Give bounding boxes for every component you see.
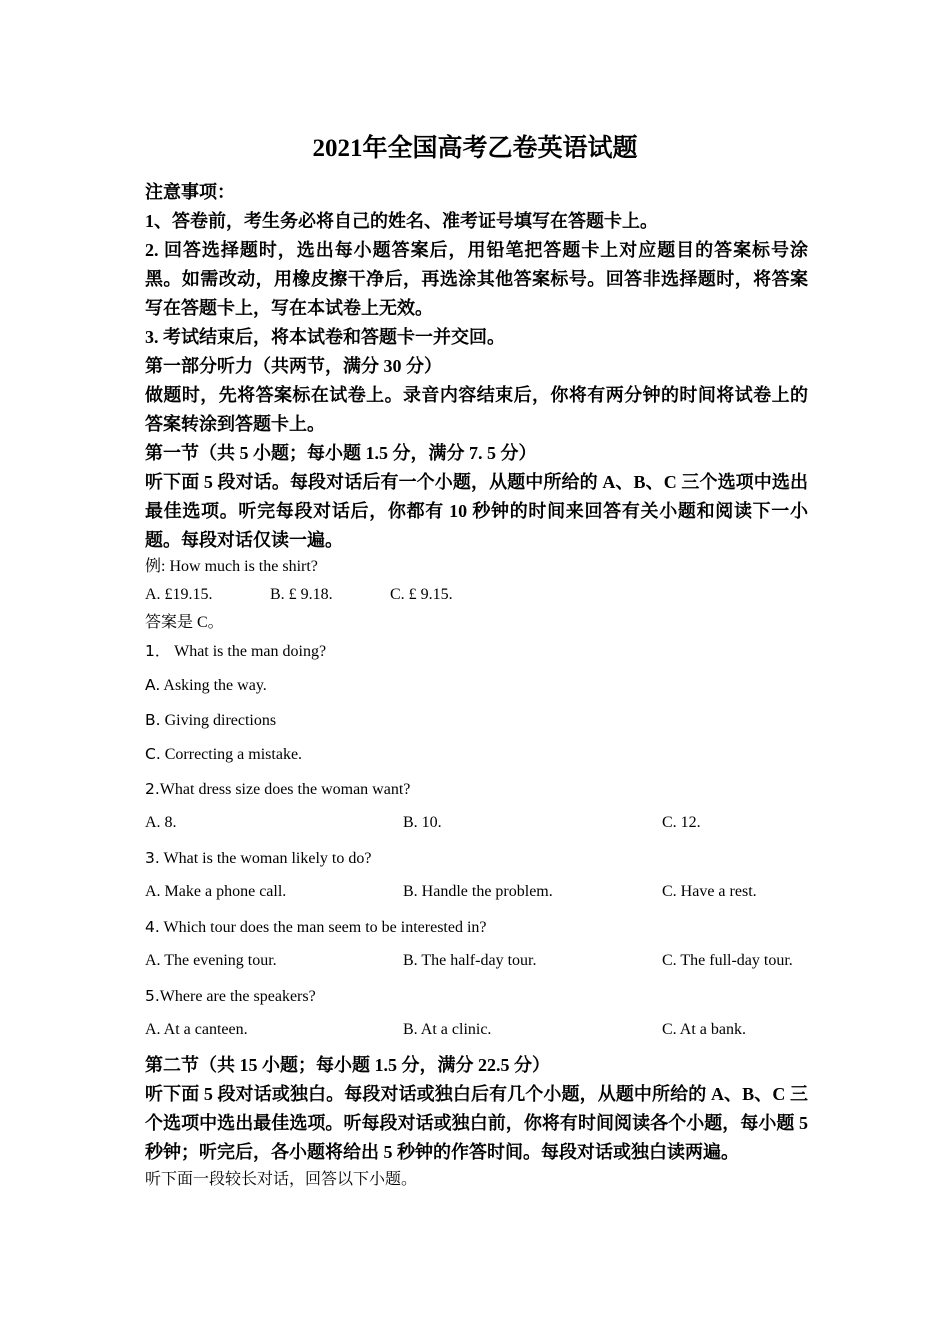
q2-options xyxy=(145,806,825,840)
option-text: Correcting a mistake. xyxy=(160,746,303,763)
example-label: 例 xyxy=(145,558,162,575)
question-number: 3. xyxy=(145,849,160,867)
question-number: 4. xyxy=(145,918,160,936)
question-2 xyxy=(145,772,808,808)
q5-option-a: A. At a canteen. xyxy=(145,1021,248,1038)
example-answer: 答案是 C。 xyxy=(145,614,224,631)
question-4 xyxy=(145,910,808,946)
section2-prompt: 听下面一段较长对话，回答以下小题。 xyxy=(145,1171,418,1188)
q1-option-a xyxy=(145,668,808,704)
question-text: What dress size does the woman want? xyxy=(159,781,411,798)
q3-option-b: B. Handle the problem. xyxy=(403,883,553,900)
question-1 xyxy=(145,634,808,670)
question-text: What is the woman likely to do? xyxy=(159,850,372,867)
question-text: What is the man doing? xyxy=(170,643,327,660)
q3-option-a: A. Make a phone call. xyxy=(145,883,287,900)
q4-option-b: B. The half-day tour. xyxy=(403,952,537,969)
example-question-text: : How much is the shirt? xyxy=(161,558,318,575)
question-3 xyxy=(145,841,808,877)
section1-heading: 第一节（共 5 小题；每小题 1.5 分，满分 7. 5 分） xyxy=(145,443,537,463)
part1-instructions: 做题时，先将答案标在试卷上。录音内容结束后，你将有两分钟的时间将试卷上的答案转涂到答题卡上。 xyxy=(145,385,808,434)
q3-options xyxy=(145,875,825,909)
section2-heading: 第二节（共 15 小题；每小题 1.5 分，满分 22.5 分） xyxy=(145,1055,550,1075)
q2-option-c: C. 12. xyxy=(662,814,701,831)
example-question xyxy=(145,553,808,581)
q5-options xyxy=(145,1013,825,1047)
option-text: Asking the way. xyxy=(160,677,267,694)
q1-option-b xyxy=(145,703,808,739)
option-letter: B. xyxy=(145,711,161,729)
notice-item-1: 1、答卷前，考生务必将自己的姓名、准考证号填写在答题卡上。 xyxy=(145,211,658,231)
option-letter: C. xyxy=(145,745,161,763)
q3-option-c: C. Have a rest. xyxy=(662,883,757,900)
q5-option-b: B. At a clinic. xyxy=(403,1021,492,1038)
question-5 xyxy=(145,979,808,1015)
page-title: 2021年全国高考乙卷英语试题 xyxy=(312,135,638,162)
notice-item-2: 2. 回答选择题时，选出每小题答案后，用铅笔把答题卡上对应题目的答案标号涂黑。如需改动，用橡皮擦干净后，再选涂其他答案标号。回答非选择题时，将答案写在答题卡上，写在本试卷上无效。 xyxy=(145,240,808,318)
part1-heading: 第一部分听力（共两节，满分 30 分） xyxy=(145,356,442,376)
q5-option-c: C. At a bank. xyxy=(662,1021,746,1038)
question-number: 2. xyxy=(145,780,160,798)
question-text: Where are the speakers? xyxy=(159,988,316,1005)
q2-option-a: A. 8. xyxy=(145,814,177,831)
example-option-c: C. £ 9.15. xyxy=(390,586,453,603)
q4-options xyxy=(145,944,825,978)
q4-option-a: A. The evening tour. xyxy=(145,952,277,969)
example-option-b: B. £ 9.18. xyxy=(270,586,333,603)
notice-item-3: 3. 考试结束后，将本试卷和答题卡一并交回。 xyxy=(145,327,505,347)
section1-instructions: 听下面 5 段对话。每段对话后有一个小题，从题中所给的 A、B、C 三个选项中选出最佳选项。听完每段对话后，你都有 10 秒钟的时间来回答有关小题和阅读下一小题。每段对话仅读一遍。 xyxy=(145,472,808,550)
example-option-a: A. £19.15. xyxy=(145,586,213,603)
q1-option-c xyxy=(145,737,808,773)
notice-heading: 注意事项： xyxy=(145,182,235,202)
option-text: Giving directions xyxy=(160,712,277,729)
question-number: 5. xyxy=(145,987,160,1005)
example-options xyxy=(145,581,808,609)
question-number: 1． xyxy=(145,642,171,660)
section2-instructions: 听下面 5 段对话或独白。每段对话或独白后有几个小题，从题中所给的 A、B、C 三个选项中选出最佳选项。听每段对话或独白前，你将有时间阅读各个小题，每小题 5 秒钟；听完后，各小题将给出 5 秒钟的作答时间。每段对话或独白读两遍。 xyxy=(145,1084,808,1162)
option-letter: A. xyxy=(145,676,161,694)
q2-option-b: B. 10. xyxy=(403,814,442,831)
question-text: Which tour does the man seem to be interested in? xyxy=(159,919,487,936)
q4-option-c: C. The full-day tour. xyxy=(662,952,793,969)
